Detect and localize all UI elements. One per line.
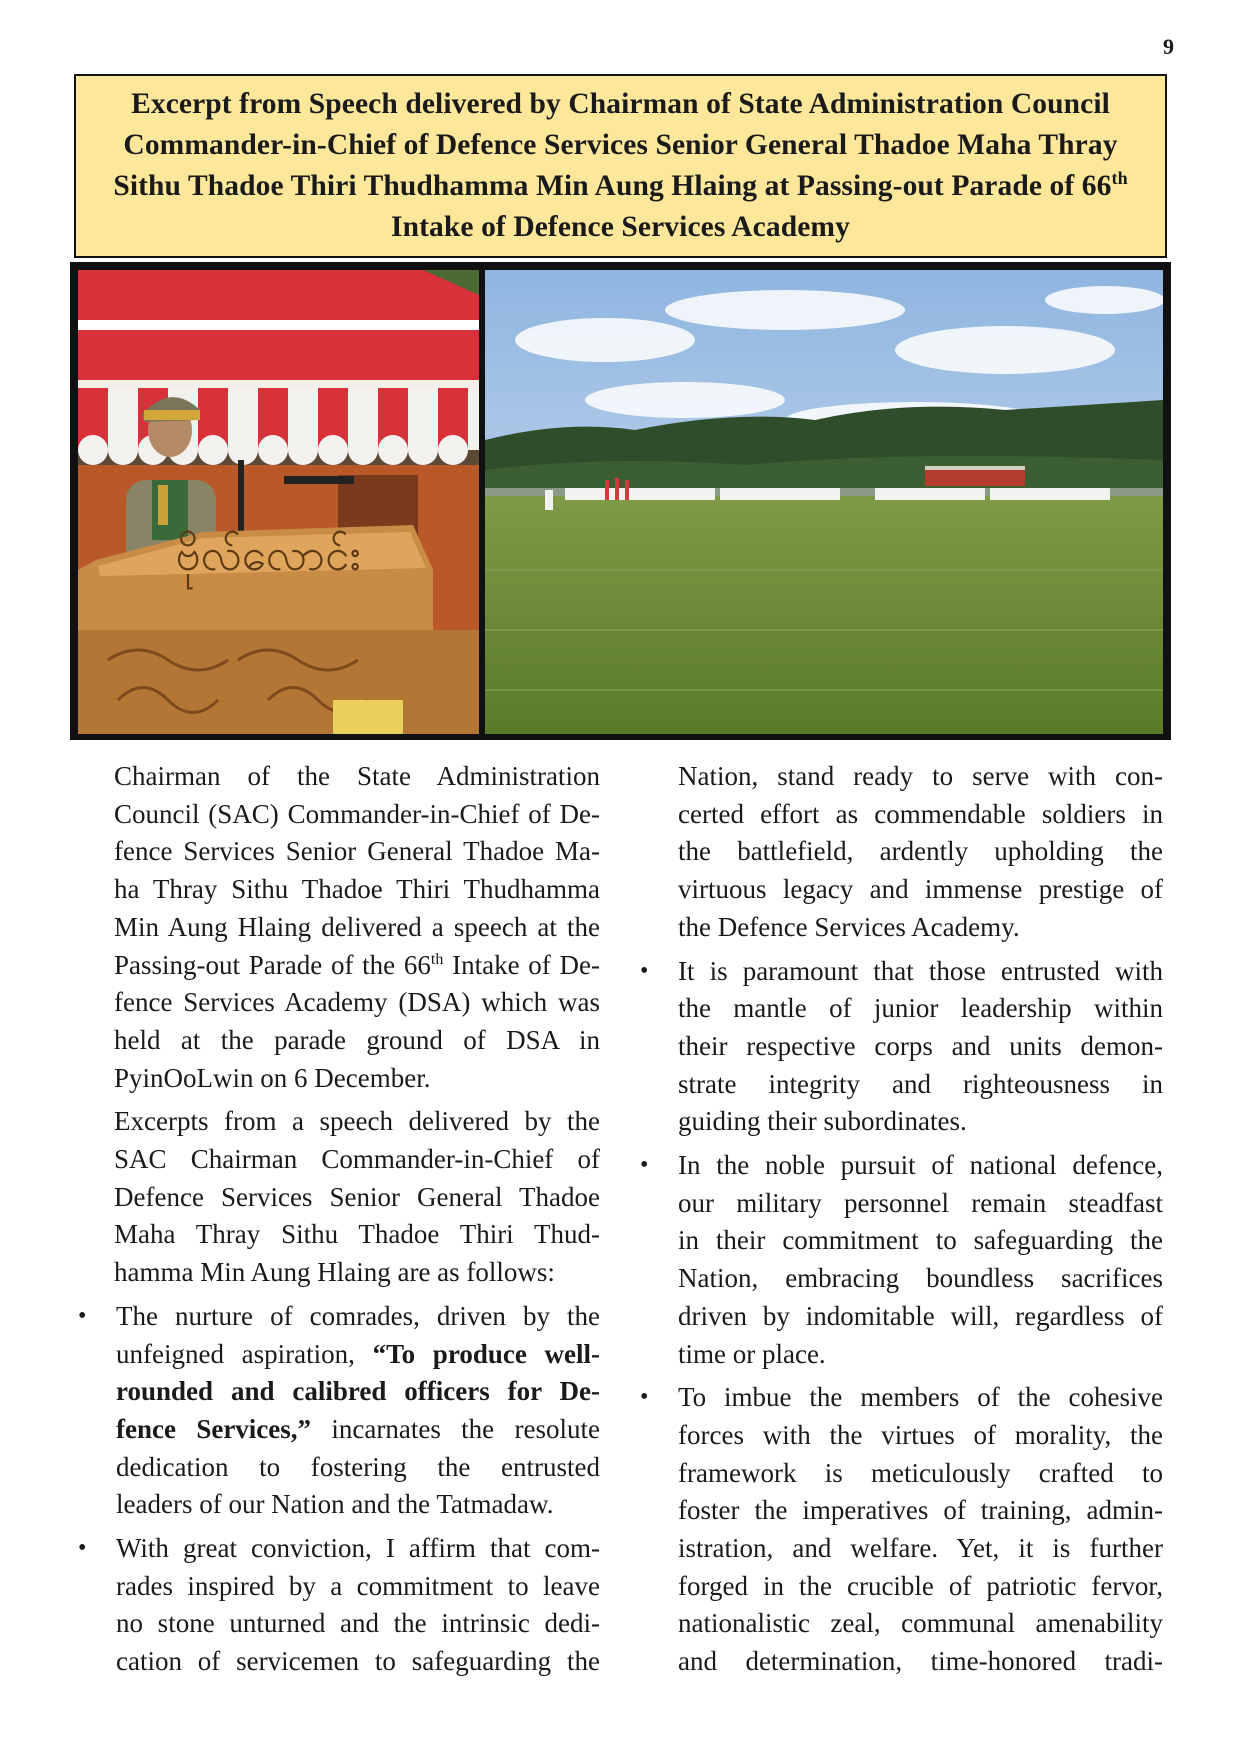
- title-ordinal-suffix: th: [1111, 168, 1128, 189]
- excerpts-line: SAC Chairman Commander-in-Chief of: [114, 1144, 600, 1175]
- bullet-line: • To imbue the members of the cohesive: [678, 1382, 1163, 1413]
- bullet-line: the mantle of junior leadership within: [678, 993, 1163, 1024]
- quote-bold-text: rounded and calibred officers for De-: [116, 1376, 600, 1407]
- bullet-line: [116, 1336, 600, 1374]
- intro-line: ha Thray Sithu Thadoe Thiri Thudhamma: [114, 874, 600, 905]
- intro-line: held at the parade ground of DSA in: [114, 1024, 600, 1055]
- bullet-line: time or place.: [678, 1338, 826, 1369]
- intro-line-part: Passing-out Parade of the 66: [114, 949, 431, 980]
- bullet-line: driven by indomitable will, regardless of: [678, 1300, 1163, 1331]
- bullet-line: our military personnel remain steadfast: [678, 1187, 1163, 1218]
- bullet-line: forged in the crucible of patriotic fervor,: [678, 1570, 1163, 1601]
- left-text-column: [78, 758, 600, 1687]
- bullet-line: Nation, embracing boundless sacrifices: [678, 1263, 1163, 1294]
- intro-line: Min Aung Hlaing delivered a speech at the: [114, 911, 600, 942]
- bullet-line: • It is paramount that those entrusted with: [678, 955, 1163, 986]
- intro-line: PyinOoLwin on 6 December.: [114, 1062, 431, 1093]
- title-line-3-text: Sithu Thadoe Thiri Thudhamma Min Aung Hlaing at Passing-out Parade of 66: [113, 170, 1112, 202]
- bullet-line: leaders of our Nation and the Tatmadaw.: [116, 1489, 554, 1520]
- bullet-line: their respective corps and units demon-: [678, 1030, 1163, 1061]
- bullet-line: no stone unturned and the intrinsic dedi-: [116, 1608, 600, 1639]
- intro-paragraph: [78, 758, 600, 1097]
- bullet-line-part: unfeigned aspiration,: [116, 1338, 373, 1369]
- bullet-item-continued: [678, 758, 1163, 947]
- bullet-line: dedication to fostering the entrusted: [116, 1451, 600, 1482]
- bullet-line: cation of servicemen to safeguarding the: [116, 1646, 600, 1677]
- ordinal-suffix: th: [430, 950, 444, 968]
- intro-line: Council (SAC) Commander-in-Chief of De-: [114, 798, 600, 829]
- bullet-item: [678, 953, 1163, 1142]
- bullet-line: • In the noble pursuit of national defence,: [678, 1150, 1163, 1181]
- intro-line: fence Services Academy (DSA) which was: [114, 987, 600, 1018]
- quote-bold-text: fence Services,”: [116, 1413, 312, 1444]
- title-line-4: Intake of Defence Services Academy: [391, 211, 850, 243]
- bullet-line: framework is meticulously crafted to: [678, 1457, 1163, 1488]
- bullet-line-part: incarnates the resolute: [311, 1413, 600, 1444]
- intro-line: [78, 947, 600, 985]
- parade-ground-photo: [485, 270, 1163, 734]
- intro-line-part: Intake of De-: [443, 949, 600, 980]
- bullet-list-right: [678, 758, 1163, 1681]
- page-number: 9: [1163, 34, 1174, 59]
- intro-line: fence Services Senior General Thadoe Ma-: [114, 836, 600, 867]
- bullet-item: [78, 1530, 600, 1681]
- bullet-list-left: [78, 1298, 600, 1681]
- excerpts-paragraph: [78, 1103, 600, 1292]
- bullet-line: guiding their subordinates.: [678, 1106, 967, 1137]
- article-title-box: [74, 74, 1167, 258]
- photo-frame: [70, 262, 1171, 740]
- bullet-item: [678, 1147, 1163, 1373]
- speech-photo-illustration: [78, 270, 479, 734]
- bullet-line: and determination, time-honored tradi-: [678, 1646, 1163, 1677]
- podium-inscription: ဗိုလ်လောင်း: [175, 530, 361, 581]
- excerpts-line: Maha Thray Sithu Thadoe Thiri Thud-: [114, 1219, 600, 1250]
- bullet-item: [678, 1379, 1163, 1681]
- bullet-line: Nation, stand ready to serve with con-: [678, 761, 1163, 791]
- bullet-line: nationalistic zeal, communal amenability: [678, 1608, 1163, 1639]
- bullet-line: • With great conviction, I affirm that com-: [116, 1533, 600, 1564]
- bullet-item: [78, 1298, 600, 1524]
- excerpts-line: Defence Services Senior General Thadoe: [114, 1181, 600, 1212]
- bullet-line: the Defence Services Academy.: [678, 911, 1020, 942]
- bullet-line: strate integrity and righteousness in: [678, 1068, 1163, 1099]
- bullet-line: istration, and welfare. Yet, it is further: [678, 1533, 1163, 1564]
- bullet-line: forces with the virtues of morality, the: [678, 1419, 1163, 1450]
- bullet-line: • The nurture of comrades, driven by the: [116, 1300, 600, 1331]
- bullet-line: in their commitment to safeguarding the: [678, 1225, 1163, 1256]
- bullet-line: foster the imperatives of training, admin-: [678, 1495, 1163, 1526]
- excerpts-line: Excerpts from a speech delivered by the: [114, 1106, 600, 1137]
- title-line-3: [113, 166, 1127, 207]
- right-text-column: [678, 758, 1163, 1687]
- bullet-line: the battlefield, ardently upholding the: [678, 836, 1163, 867]
- title-line-2: Commander-in-Chief of Defence Services Senior General Thadoe Maha Thray: [123, 129, 1118, 161]
- parade-ground-illustration: [485, 270, 1163, 734]
- bullet-line: virtuous legacy and immense prestige of: [678, 874, 1163, 905]
- intro-line: Chairman of the State Administration: [114, 761, 600, 791]
- excerpts-line: hamma Min Aung Hlaing are as follows:: [114, 1257, 555, 1288]
- bullet-line: [116, 1373, 600, 1411]
- bullet-line: rades inspired by a commitment to leave: [116, 1570, 600, 1601]
- quote-bold-text: “To produce well-: [372, 1338, 600, 1369]
- title-line-1: Excerpt from Speech delivered by Chairman of State Administration Council: [131, 88, 1110, 120]
- bullet-line: [116, 1411, 600, 1449]
- bullet-line: certed effort as commendable soldiers in: [678, 798, 1163, 829]
- speech-photo: [78, 270, 479, 734]
